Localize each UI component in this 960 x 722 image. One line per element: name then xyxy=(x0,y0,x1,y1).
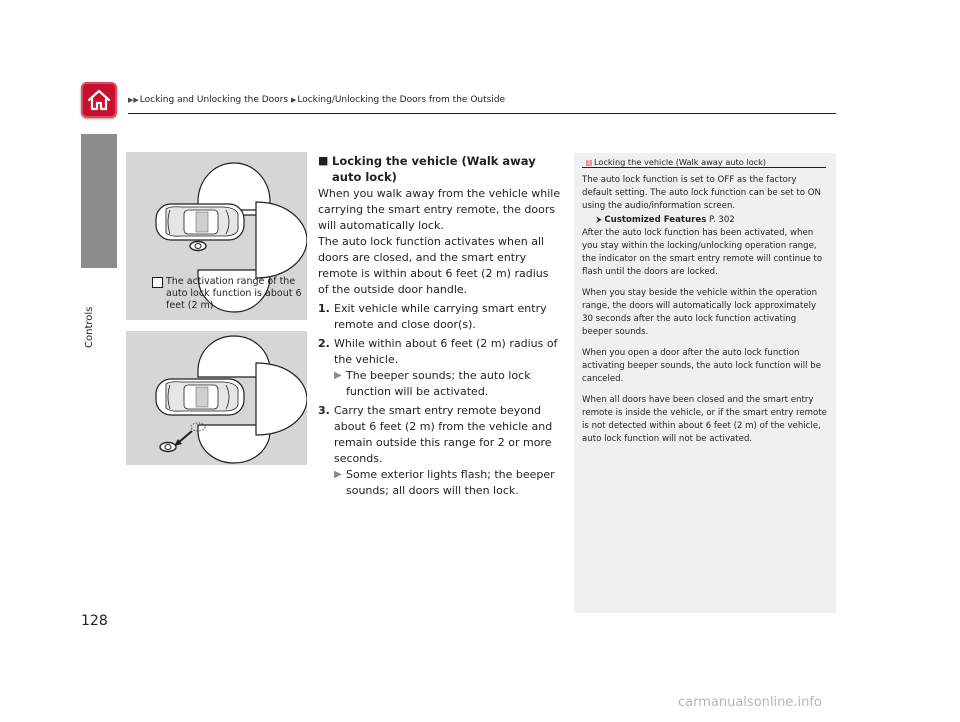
result-arrow-icon: ▶ xyxy=(334,469,342,480)
section-tab xyxy=(81,134,117,268)
figure-walk-away xyxy=(126,331,307,465)
note-body xyxy=(582,174,828,454)
result-arrow-icon: ▶ xyxy=(334,370,342,381)
main-content xyxy=(318,153,562,499)
note-marker-icon: 1 xyxy=(587,160,591,166)
breadcrumb-link-2[interactable]: Locking/Unlocking the Doors from the Outside xyxy=(297,95,506,105)
header-rule xyxy=(128,113,836,114)
note-paragraph: When all doors have been closed and the smart entry remote is inside the vehicle, or if the smart entry remote is not detected within about 6 feet (2 m) of the vehicle, auto lock function will not be activated. xyxy=(582,395,827,444)
note-paragraph: The auto lock function is set to OFF as the factory default setting. The auto lock function can be set to ON using the audio/information screen. ⮞ Customized Features P. 302 After the auto lock function has been activated, when you stay within the locking/unlocking operation range, the indicator on the smart entry remote will continue to flash until the doors are locked. xyxy=(582,174,828,279)
intro-paragraph-2: The auto lock function activates when all doors are closed, and the smart entry remote is within about 6 feet (2 m) radius of the outside door handle. xyxy=(318,235,549,296)
section-heading: ■ Locking the vehicle (Walk away auto lock) xyxy=(318,154,536,184)
caption-legend-box xyxy=(152,277,163,288)
list-item: 1. Exit vehicle while carrying smart entry remote and close door(s). xyxy=(318,302,547,331)
note-paragraph: When you open a door after the auto lock function activating beeper sounds, the auto lock function will be canceled. xyxy=(582,348,822,384)
cross-reference-link[interactable]: ⮞ Customized Features P. 302 xyxy=(596,215,735,225)
page-number: 128 xyxy=(81,613,108,629)
note-rule xyxy=(582,167,826,168)
note-paragraph: When you stay beside the vehicle within the operation range, the doors will automatically lock approximately 30 seconds after the auto lock function activating beeper sounds. xyxy=(582,288,818,337)
section-label: Controls xyxy=(84,306,95,348)
home-icon xyxy=(86,87,112,113)
breadcrumb xyxy=(128,95,505,105)
breadcrumb-arrow-icon: ▶ xyxy=(290,96,297,104)
breadcrumb-link-1[interactable]: Locking and Unlocking the Doors xyxy=(139,95,289,105)
note-title: 1 Locking the vehicle (Walk away auto lock) xyxy=(587,157,767,167)
list-item-result: ▶ The beeper sounds; the auto lock function will be activated. xyxy=(334,369,531,398)
figure-caption: The activation range of the auto lock function is about 6 feet (2 m) xyxy=(166,276,302,311)
vehicle-walk-away-diagram xyxy=(126,331,307,465)
heading-square-icon: ■ xyxy=(318,154,329,167)
intro-paragraph-1: When you walk away from the vehicle while carrying the smart entry remote, the doors will automatically lock. xyxy=(318,187,561,232)
reference-arrow-icon: ⮞ xyxy=(596,215,605,224)
list-item: 3. Carry the smart entry remote beyond about 6 feet (2 m) from the vehicle and remain outside this range for 2 or more seconds. xyxy=(318,404,553,465)
home-button[interactable] xyxy=(81,82,117,118)
list-item: 2. While within about 6 feet (2 m) radius of the vehicle. xyxy=(318,337,558,366)
watermark: carmanualsonline.info xyxy=(678,695,822,710)
list-item-result: ▶ Some exterior lights flash; the beeper sounds; all doors will then lock. xyxy=(334,468,555,497)
breadcrumb-arrow-icon: ▶▶ xyxy=(128,96,139,104)
